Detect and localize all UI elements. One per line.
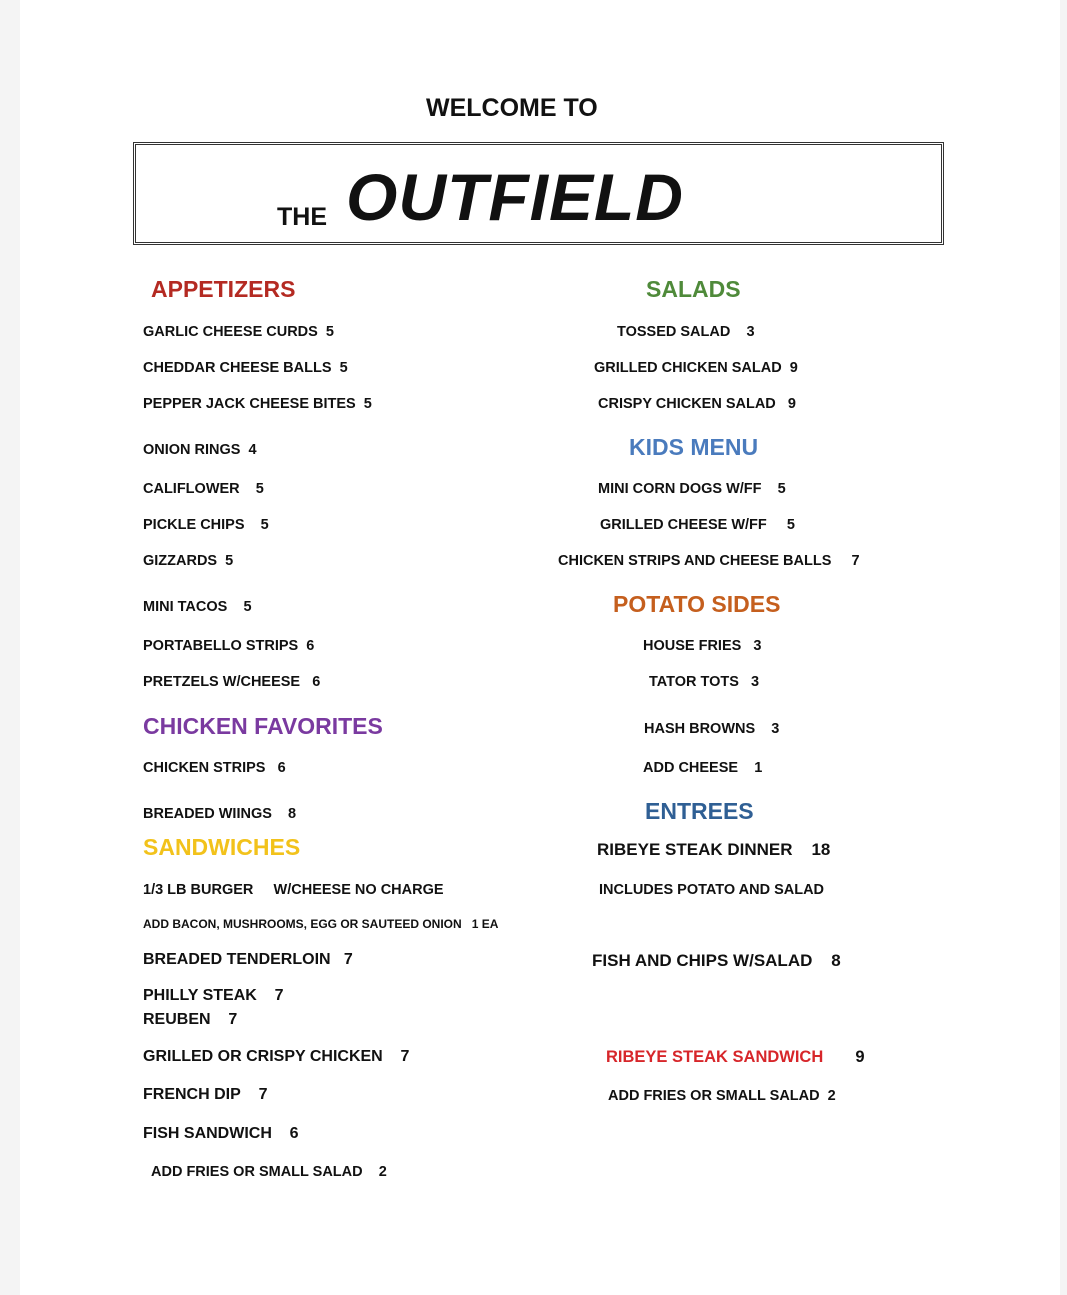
menu-item: PHILLY STEAK 7 <box>143 987 284 1004</box>
menu-item: BREADED WIINGS 8 <box>143 806 297 822</box>
menu-item: BREADED TENDERLOIN 7 <box>143 951 353 968</box>
menu-item: REUBEN 7 <box>143 1011 238 1028</box>
addon-note: ADD FRIES OR SMALL SALAD 2 <box>151 1164 387 1180</box>
entrees-heading: ENTREES <box>645 798 754 824</box>
kids-heading: KIDS MENU <box>629 434 759 460</box>
menu-item: GRILLED CHICKEN SALAD 9 <box>594 360 798 376</box>
addon-note: ADD BACON, MUSHROOMS, EGG OR SAUTEED ONION 1 EA <box>143 917 499 931</box>
menu-item: ADD CHEESE 1 <box>643 760 763 776</box>
menu-item: HOUSE FRIES 3 <box>643 638 762 654</box>
menu-item: CALIFLOWER 5 <box>143 481 264 497</box>
menu-item: ONION RINGS 4 <box>143 442 257 458</box>
menu-item: HASH BROWNS 3 <box>644 721 780 737</box>
menu-item: GRILLED OR CRISPY CHICKEN 7 <box>143 1048 410 1065</box>
menu-item: FISH SANDWICH 6 <box>143 1125 299 1142</box>
menu-item: MINI CORN DOGS W/FF 5 <box>598 481 786 497</box>
chicken-heading: CHICKEN FAVORITES <box>143 713 383 739</box>
title-the: THE <box>277 203 327 231</box>
menu-item: GRILLED CHEESE W/FF 5 <box>600 517 795 533</box>
addon-note: ADD FRIES OR SMALL SALAD 2 <box>608 1088 836 1104</box>
entree-note: INCLUDES POTATO AND SALAD <box>599 882 825 898</box>
appetizers-heading: APPETIZERS <box>151 276 296 302</box>
title-box <box>133 142 944 245</box>
menu-item: CHICKEN STRIPS AND CHEESE BALLS 7 <box>558 553 860 569</box>
menu-item: PEPPER JACK CHEESE BITES 5 <box>143 396 372 412</box>
menu-item: GARLIC CHEESE CURDS 5 <box>143 324 334 340</box>
menu-item: MINI TACOS 5 <box>143 599 252 615</box>
menu-item: PICKLE CHIPS 5 <box>143 517 269 533</box>
menu-item: 1/3 LB BURGER W/CHEESE NO CHARGE <box>143 882 444 898</box>
salads-heading: SALADS <box>646 276 741 302</box>
welcome-heading: WELCOME TO <box>426 94 598 122</box>
potato-heading: POTATO SIDES <box>613 591 781 617</box>
title-outfield: OUTFIELD <box>346 160 684 234</box>
menu-item: TATOR TOTS 3 <box>649 674 760 690</box>
menu-item: TOSSED SALAD 3 <box>617 324 755 340</box>
menu-item: CHEDDAR CHEESE BALLS 5 <box>143 360 348 376</box>
menu-item: PORTABELLO STRIPS 6 <box>143 638 315 654</box>
menu-item: CRISPY CHICKEN SALAD 9 <box>598 396 796 412</box>
menu-item: FRENCH DIP 7 <box>143 1086 268 1103</box>
menu-item: CHICKEN STRIPS 6 <box>143 760 286 776</box>
menu-item: FISH AND CHIPS W/SALAD 8 <box>592 951 841 970</box>
menu-item: PRETZELS W/CHEESE 6 <box>143 674 321 690</box>
menu-item: RIBEYE STEAK DINNER 18 <box>597 840 831 859</box>
menu-item: RIBEYE STEAK SANDWICH 9 <box>606 1048 865 1066</box>
menu-item: GIZZARDS 5 <box>143 553 234 569</box>
sandwiches-heading: SANDWICHES <box>143 834 301 860</box>
menu-page <box>20 0 1060 1295</box>
